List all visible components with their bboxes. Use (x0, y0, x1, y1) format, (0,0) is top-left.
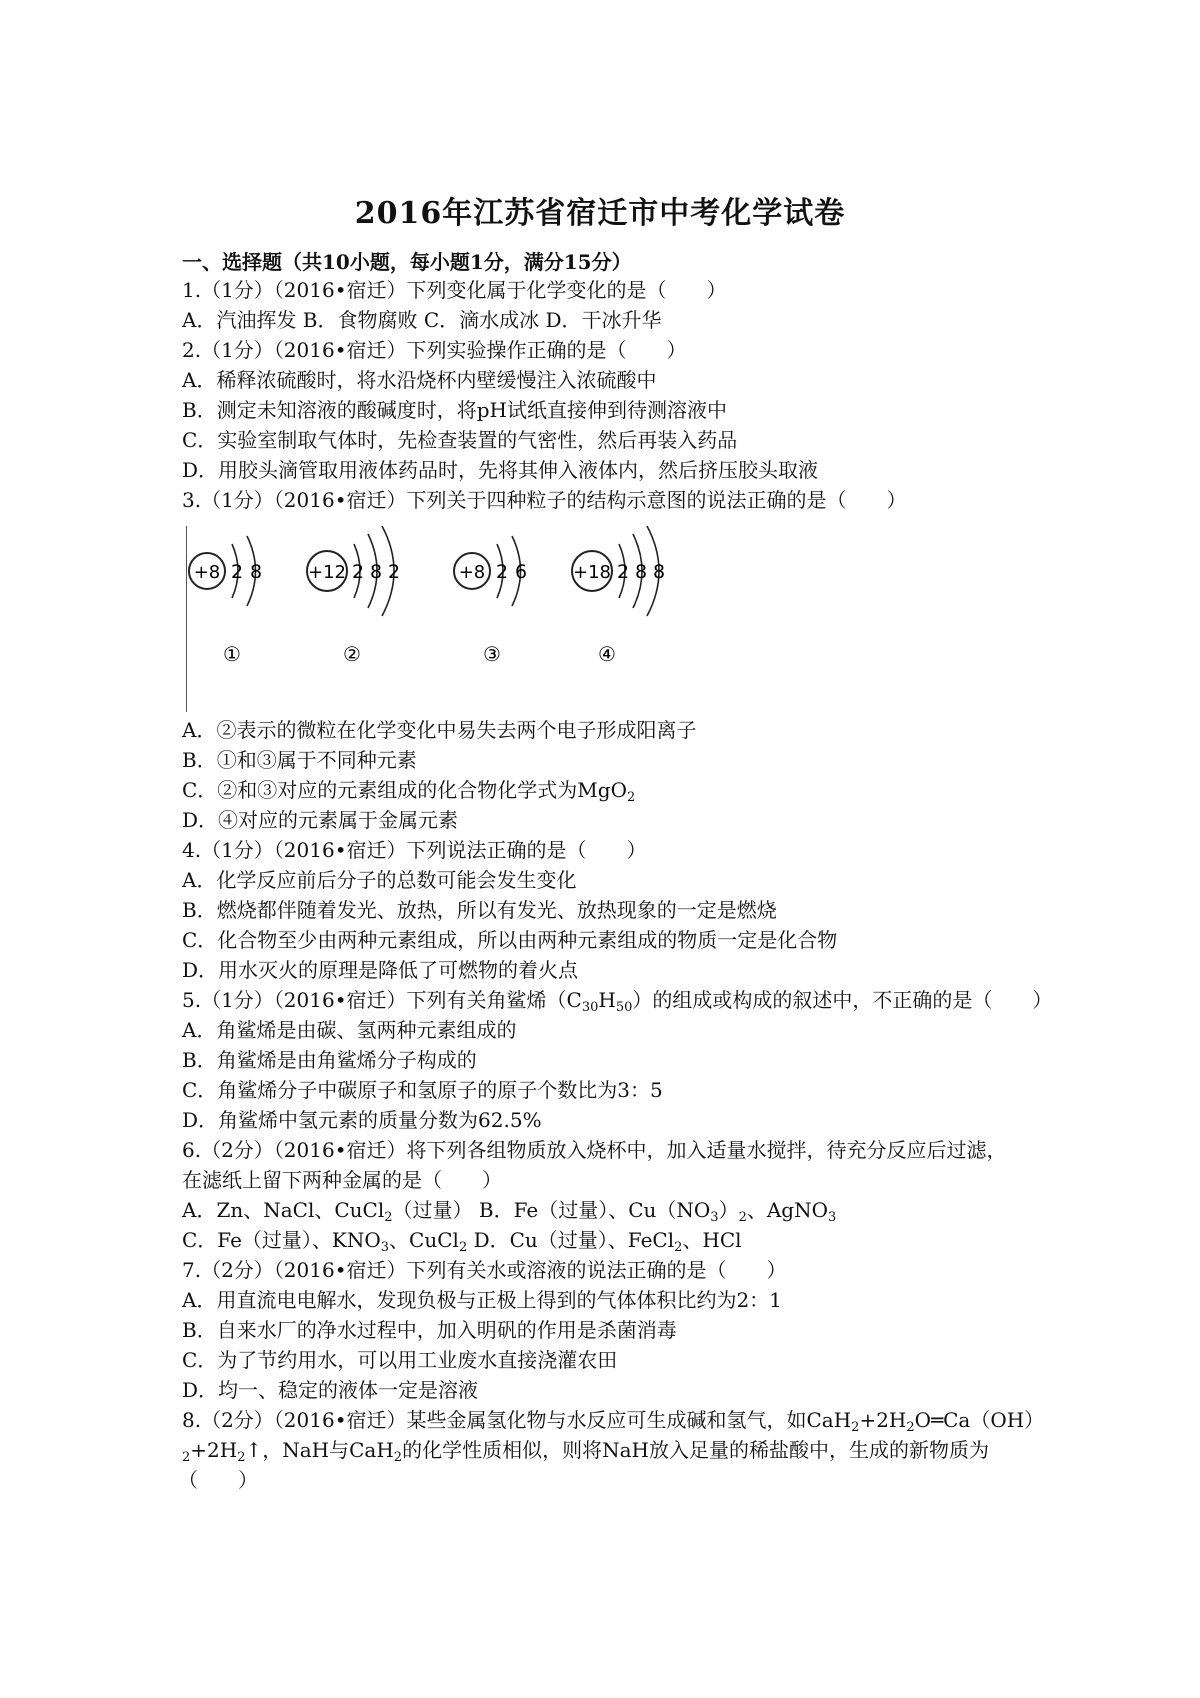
q2-option-c: C．实验室制取气体时，先检查装置的气密性，然后再装入药品 (182, 428, 738, 452)
q4-stem: 4.（1分）（2016•宿迁）下列说法正确的是（ ） (182, 838, 647, 862)
q2-option-d: D．用胶头滴管取用液体药品时，先将其伸入液体内，然后挤压胶头取液 (182, 458, 819, 482)
svg-text:2: 2 (495, 561, 509, 583)
q8-answer-blank: （ ） (178, 1468, 258, 1492)
svg-text:②: ② (343, 642, 361, 666)
q4-option-d: D．用水灭火的原理是降低了可燃物的着火点 (182, 958, 579, 982)
q8-stem: 8.（2分）（2016•宿迁）某些金属氢化物与水反应可生成碱和氢气，如$CaH_2+2H_2O═Ca(OH)$ (182, 1408, 1045, 1435)
q3-stem: 3.（1分）（2016•宿迁）下列关于四种粒子的结构示意图的说法正确的是（ ） (182, 488, 907, 512)
svg-text:2: 2 (230, 561, 244, 583)
q6-options-ab: A．Zn、NaCl、CuCl$_2$（过量） B．Fe（过量）、$Cu(NO_3)_2$、AgNO$_3$ (182, 1198, 837, 1225)
q7-option-c: C．为了节约用水，可以用工业废水直接浇灌农田 (182, 1348, 618, 1372)
q2-option-a: A．稀释浓硫酸时，将水沿烧杯内壁缓慢注入浓硫酸中 (182, 368, 657, 392)
q3-option-c: C．②和③对应的元素组成的化合物化学式为MgO$_2$ (182, 778, 636, 805)
atom-diagram-4 (572, 526, 665, 666)
page-title: 2016年江苏省宿迁市中考化学试卷 (354, 196, 846, 231)
q3-option-d: D．④对应的元素属于金属元素 (182, 808, 459, 832)
q1-stem: 1.（1分）（2016•宿迁）下列变化属于化学变化的是（ ） (182, 278, 727, 302)
atom-structure-diagrams (182, 526, 742, 726)
q7-option-a: A．用直流电电解水，发现负极与正极上得到的气体体积比约为2：1 (182, 1288, 782, 1312)
q1-options: A．汽油挥发 B．食物腐败 C．滴水成冰 D．干冰升华 (182, 308, 662, 332)
q5-option-a: A．角鲨烯是由碳、氢两种元素组成的 (182, 1018, 517, 1042)
svg-text:8: 8 (634, 561, 648, 583)
section-heading: 一、选择题（共10小题，每小题1分，满分15分） (182, 250, 632, 274)
svg-text:④: ④ (598, 642, 616, 666)
q4-option-c: C．化合物至少由两种元素组成，所以由两种元素组成的物质一定是化合物 (182, 928, 838, 952)
svg-text:8: 8 (652, 561, 666, 583)
q3-option-b: B．①和③属于不同种元素 (182, 748, 417, 772)
q7-option-d: D．均一、稳定的液体一定是溶液 (182, 1378, 479, 1402)
q5-option-b: B．角鲨烯是由角鲨烯分子构成的 (182, 1048, 477, 1072)
svg-text:③: ③ (483, 642, 501, 666)
q8-stem-cont: $_2+2H_2↑$，NaH与CaH$_2$的化学性质相似，则将NaH放入足量的稀盐酸中，生成的新物质为 (182, 1438, 989, 1465)
svg-text:6: 6 (514, 561, 528, 583)
atom-diagram-3 (454, 536, 527, 666)
svg-text:+8: +8 (458, 562, 486, 583)
q2-option-b: B．测定未知溶液的酸碱度时，将pH试纸直接伸到待测溶液中 (182, 398, 727, 422)
atom-diagram-1 (189, 536, 262, 666)
svg-text:+12: +12 (308, 562, 346, 583)
q3-option-a: A．②表示的微粒在化学变化中易失去两个电子形成阳离子 (182, 718, 697, 742)
svg-text:2: 2 (351, 561, 365, 583)
svg-text:2: 2 (616, 561, 630, 583)
svg-text:8: 8 (249, 561, 263, 583)
q5-stem: 5.（1分）（2016•宿迁）下列有关角鲨烯$(C_{30}H_{50})$的组成或构成的叙述中，不正确的是（ ） (182, 988, 1053, 1015)
q5-option-c: C．角鲨烯分子中碳原子和氢原子的原子个数比为3：5 (182, 1078, 663, 1102)
q7-stem: 7.（2分）（2016•宿迁）下列有关水或溶液的说法正确的是（ ） (182, 1258, 787, 1282)
svg-text:8: 8 (369, 561, 383, 583)
svg-text:+8: +8 (193, 562, 221, 583)
q5-option-d: D．角鲨烯中氢元素的质量分数为62.5% (182, 1108, 542, 1132)
svg-text:①: ① (223, 642, 241, 666)
q6-stem: 6.（2分）（2016•宿迁）将下列各组物质放入烧杯中，加入适量水搅拌，待充分反应后过滤， (182, 1138, 1007, 1162)
svg-text:+18: +18 (573, 562, 611, 583)
q6-options-cd: C．Fe（过量）、$KNO_3$、CuCl$_2$ D．Cu（过量）、FeCl$_2$、HCl (182, 1228, 742, 1255)
svg-text:2: 2 (387, 561, 401, 583)
q4-option-a: A．化学反应前后分子的总数可能会发生变化 (182, 868, 577, 892)
q7-option-b: B．自来水厂的净水过程中，加入明矾的作用是杀菌消毒 (182, 1318, 677, 1342)
q6-stem-cont: 在滤纸上留下两种金属的是（ ） (182, 1168, 502, 1192)
atom-diagram-2 (307, 526, 400, 666)
q4-option-b: B．燃烧都伴随着发光、放热，所以有发光、放热现象的一定是燃烧 (182, 898, 777, 922)
q2-stem: 2.（1分）（2016•宿迁）下列实验操作正确的是（ ） (182, 338, 687, 362)
